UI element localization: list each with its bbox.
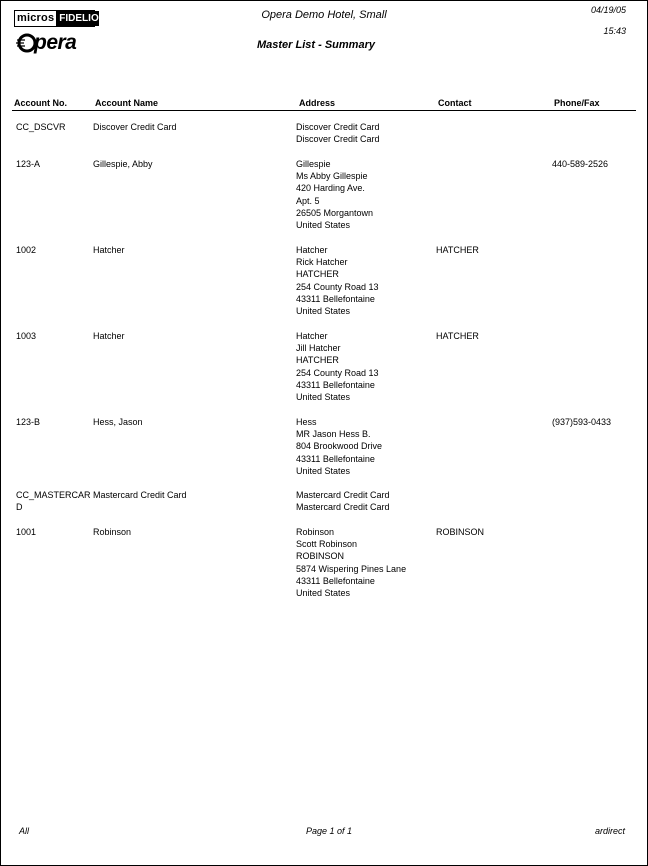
address-line: 43311 Bellefontaine [296, 293, 375, 304]
header-rule [12, 110, 636, 111]
column-header-account-no: Account No. [14, 98, 67, 108]
address-line: Discover Credit Card [296, 122, 380, 132]
row-phone: (937)593-0433 [552, 417, 612, 427]
logo-micros-text: micros [17, 12, 55, 24]
address-line: HATCHER [296, 355, 339, 366]
address-line: 43311 Bellefontaine [296, 453, 375, 464]
footer-user: ardirect [595, 826, 626, 836]
address-line: Ms Abby Gillespie [296, 171, 368, 182]
footer-filter: All [19, 826, 30, 836]
row-account-name: Gillespie, Abby [93, 159, 153, 169]
row-account-name: Hatcher [93, 245, 125, 255]
row-account-name: Mastercard Credit Card [93, 490, 187, 500]
report-time: 15:43 [603, 26, 626, 36]
footer-page-number: Page 1 of 1 [306, 826, 353, 836]
address-line: MR Jason Hess B. [296, 429, 371, 440]
logo-fidelio-text: FIDELIO [56, 11, 98, 26]
address-line: Discover Credit Card [296, 134, 380, 145]
address-line: 254 County Road 13 [296, 367, 379, 378]
address-line: United States [296, 465, 351, 476]
logo-opera-text: pera [34, 31, 77, 54]
report-title: Master List - Summary [257, 39, 375, 51]
address-line: 254 County Road 13 [296, 281, 379, 292]
row-account-name: Hatcher [93, 331, 125, 341]
address-line: 5874 Wispering Pines Lane [296, 563, 407, 574]
address-line: Rick Hatcher [296, 257, 348, 268]
address-line: Scott Robinson [296, 539, 358, 550]
address-line: Robinson [296, 527, 335, 537]
address-line: 420 Harding Ave. [296, 183, 365, 194]
address-line: United States [296, 392, 351, 403]
row-address [296, 158, 373, 231]
address-line: 804 Brookwood Drive [296, 441, 383, 452]
row-contact: ROBINSON [436, 527, 485, 537]
address-line: Mastercard Credit Card [296, 490, 390, 500]
row-address [296, 416, 382, 477]
address-line: Apt. 5 [296, 195, 320, 206]
row-account-no: 1002 [16, 245, 37, 255]
row-address [296, 244, 379, 317]
report-date: 04/19/05 [590, 5, 626, 15]
row-account-name: Robinson [93, 527, 132, 537]
address-line: 43311 Bellefontaine [296, 379, 375, 390]
column-header-address: Address [299, 98, 336, 108]
address-line: Hess [296, 417, 317, 427]
address-line: Hatcher [296, 245, 328, 255]
address-line: United States [296, 220, 351, 231]
address-line: 43311 Bellefontaine [296, 575, 375, 586]
row-contact: HATCHER [436, 331, 479, 341]
row-account-no: CC_DSCVR [16, 122, 66, 132]
address-line: Mastercard Credit Card [296, 502, 390, 513]
row-address [296, 121, 380, 145]
address-line: 26505 Morgantown [296, 207, 374, 218]
row-account-name: Discover Credit Card [93, 122, 177, 132]
row-address [296, 330, 379, 403]
row-contact: HATCHER [436, 245, 479, 255]
address-line: Hatcher [296, 331, 328, 341]
row-account-no: 123-B [16, 417, 41, 427]
column-header-phone: Phone/Fax [554, 98, 600, 108]
row-account-no: 1001 [16, 527, 37, 537]
address-line: United States [296, 306, 351, 317]
row-address [296, 489, 390, 513]
row-account-name: Hess, Jason [93, 417, 143, 427]
row-account-no: CC_MASTERCARD [16, 490, 91, 513]
address-line: Gillespie [296, 159, 331, 169]
address-line: Jill Hatcher [296, 343, 341, 354]
row-address [296, 526, 406, 599]
column-header-contact: Contact [438, 98, 472, 108]
row-account-no: 123-A [16, 159, 41, 169]
address-line: United States [296, 588, 351, 599]
row-account-no: 1003 [16, 331, 37, 341]
hotel-name: Opera Demo Hotel, Small [261, 9, 387, 21]
address-line: HATCHER [296, 269, 339, 280]
column-header-account-name: Account Name [95, 98, 159, 108]
row-phone: 440-589-2526 [552, 159, 609, 169]
address-line: ROBINSON [296, 551, 345, 562]
